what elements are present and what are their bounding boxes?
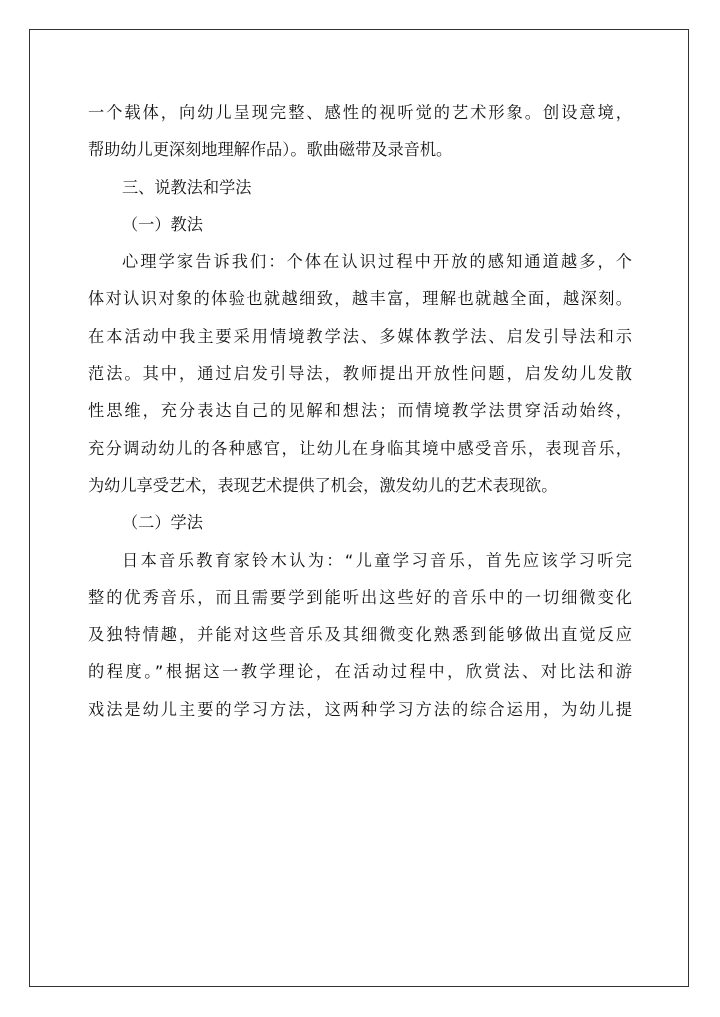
text-line: 日本音乐教育家铃木认为：“儿童学习音乐，首先应该学习听完 xyxy=(122,550,632,570)
section-heading: 三、说教法和学法 xyxy=(122,177,252,197)
text-line: 及独特情趣，并能对这些音乐及其细微变化熟悉到能够做出直觉反应 xyxy=(88,625,632,645)
document-body xyxy=(88,94,632,728)
text-line: 心理学家告诉我们：个体在认识过程中开放的感知通道越多，个 xyxy=(122,252,632,272)
text-line: 充分调动幼儿的各种感官，让幼儿在身临其境中感受音乐，表现音乐， xyxy=(88,438,632,458)
text-line: 在本活动中我主要采用情境教学法、多媒体教学法、启发引导法和示 xyxy=(88,326,632,346)
subsection-heading: （二）学法 xyxy=(122,513,203,533)
text-line: 一个载体，向幼儿呈现完整、感性的视听觉的艺术形象。创设意境， xyxy=(88,103,632,122)
text-line: 性思维，充分表达自己的见解和想法；而情境教学法贯穿活动始终， xyxy=(88,401,632,421)
subsection-heading: （一）教法 xyxy=(122,214,203,234)
text-line: 戏法是幼儿主要的学习方法，这两种学习方法的综合运用，为幼儿提 xyxy=(88,699,632,719)
text-line: 范法。其中，通过启发引导法，教师提出开放性问题，启发幼儿发散 xyxy=(88,364,632,384)
text-line: 整的优秀音乐，而且需要学到能听出这些好的音乐中的一切细微变化 xyxy=(88,587,632,607)
text-line: 的程度。”根据这一教学理论，在活动过程中，欣赏法、对比法和游 xyxy=(88,662,632,682)
text-line: 体对认识对象的体验也就越细致，越丰富，理解也就越全面，越深刻。 xyxy=(88,289,632,309)
text-line: 为幼儿享受艺术，表现艺术提供了机会，激发幼儿的艺术表现欲。 xyxy=(88,475,558,495)
text-line: 帮助幼儿更深刻地理解作品）。歌曲磁带及录音机。 xyxy=(88,140,453,160)
